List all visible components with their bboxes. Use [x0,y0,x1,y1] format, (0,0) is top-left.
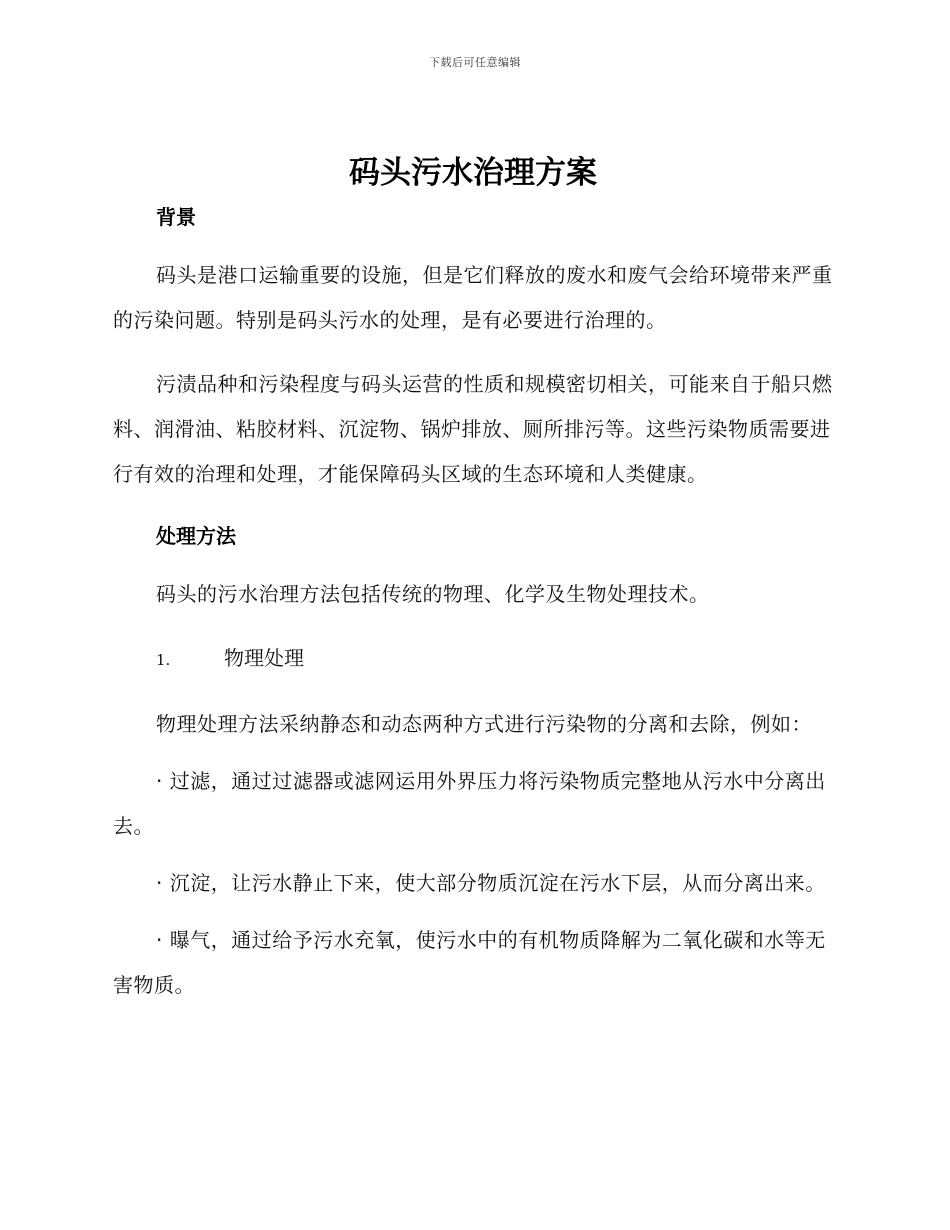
background-paragraph-2: 污渍品种和污染程度与码头运营的性质和规模密切相关，可能来自于船只燃料、润滑油、粘胶材料、沉淀物、锅炉排放、厕所排污等。这些污染物质需要进行有效的治理和处理，才能保障码头区域的生态环境和人类健康。 [113,372,833,486]
bullet-filtration: · 过滤，通过过滤器或滤网运用外界压力将污染物质完整地从污水中分离出去。 [113,769,826,838]
section-heading-background: 背景 [156,205,196,229]
bullet-aeration: · 曝气，通过给予污水充氧，使污水中的有机物质降解为二氧化碳和水等无害物质。 [113,928,826,997]
section-heading-methods: 处理方法 [156,524,236,548]
numbered-item-physical [113,636,833,683]
background-paragraph-1: 码头是港口运输重要的设施，但是它们释放的废水和废气会给环境带来严重的污染问题。特别是码头污水的处理，是有必要进行治理的。 [113,263,833,332]
item-label: 物理处理 [224,646,304,670]
bullet-sedimentation: · 沉淀，让污水静止下来，使大部分物质沉淀在污水下层，从而分离出来。 [156,871,826,895]
item-number: 1. [156,651,171,669]
methods-intro-paragraph: 码头的污水治理方法包括传统的物理、化学及生物处理技术。 [156,582,710,606]
physical-description-paragraph: 物理处理方法采纳静态和动态两种方式进行污染物的分离和去除，例如： [156,712,812,736]
header-note: 下载后可任意编辑 [429,56,521,69]
document-body [113,150,833,1008]
document-title: 码头污水治理方案 [349,155,597,191]
